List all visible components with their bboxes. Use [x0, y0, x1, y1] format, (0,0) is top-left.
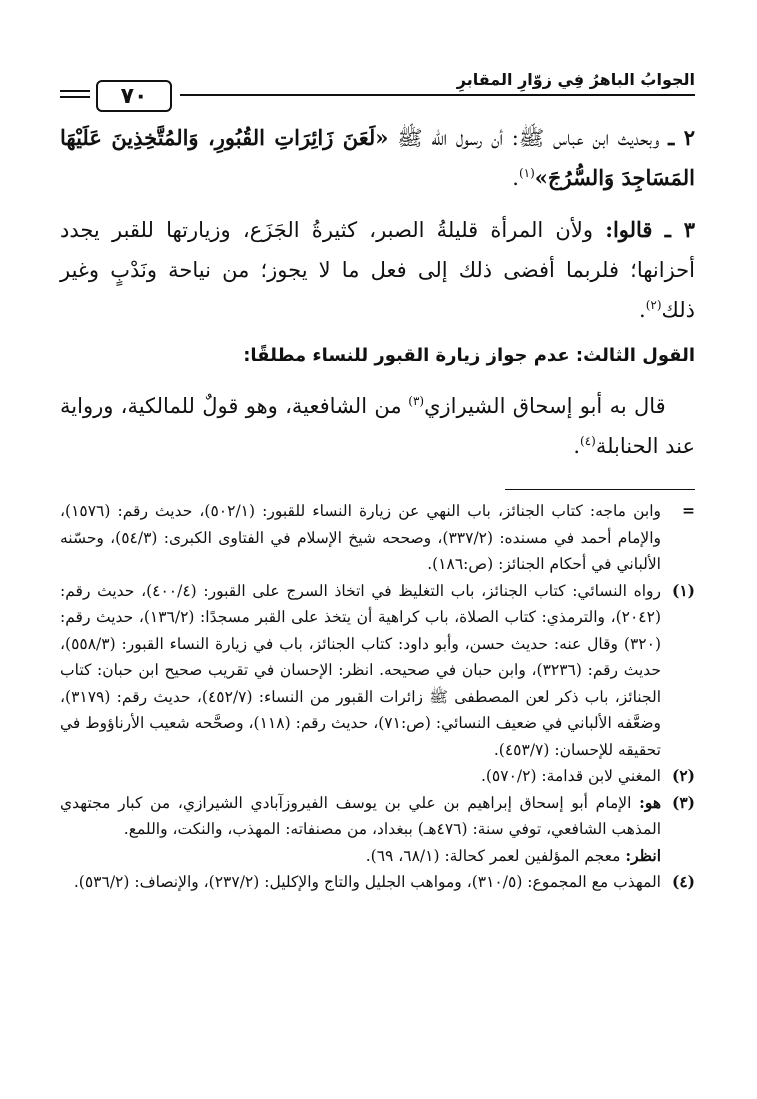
footnote-body: المغني لابن قدامة: (٥٧٠/٢).	[480, 767, 661, 785]
paragraph-2-end: .	[512, 166, 519, 190]
page-number-text: ٧٠	[120, 83, 148, 109]
paragraph-4	[60, 386, 695, 466]
footnote-text	[60, 790, 661, 843]
paragraph-2-text: وبحديث ابن عباس ﷺ: أن رسول الله ﷺ	[388, 126, 660, 150]
hadith-quote: «لَعَنَ زَائِرَاتِ القُبُورِ، وَالمُتَّخِذِينَ عَلَيْهَا المَسَاجِدَ وَالسُّرُجَ»	[60, 125, 695, 190]
footnote-body: وابن ماجه: كتاب الجنائز، باب النهي عن زيارة النساء للقبور: (٥٠٢/١)، حديث رقم: (١٥٧٦)، والإمام أحمد في مسنده: (٣٣٧/٢)، وصححه شيخ الإسلام في الفتاوى الكبرى: (٥٤/٣)، وحسّنه الألباني في أحكام الجنائز: (ص:١٨٦).	[60, 502, 662, 573]
footnote-continued	[60, 498, 695, 578]
paragraph-3	[60, 210, 695, 330]
running-title: الجوابُ الباهرُ فِي زوّارِ المقابرِ	[456, 70, 695, 89]
footnote-text	[60, 763, 661, 790]
paragraph-3-text: ولأن المرأة قليلةُ الصبر، كثيرةُ الجَزَع، وزيارتها للقبر يجدد أحزانها؛ فلربما أفضى ذلك إلى فعل ما لا يجوز؛ من نياحة ونَدْبٍ وغير ذلك	[60, 218, 695, 322]
section-heading: القول الثالث: عدم جواز زيارة القبور للنساء مطلقًا:	[243, 345, 695, 366]
paragraph-3-label: قالوا:	[605, 217, 653, 242]
footnote-mark	[661, 843, 695, 870]
page-number-dashes	[60, 90, 90, 102]
footnote-mark: (٤)	[671, 872, 695, 891]
footnotes	[60, 498, 695, 896]
paragraph-4-text-a: قال به أبو إسحاق الشيرازي	[424, 394, 666, 418]
footnote-body: الإمام أبو إسحاق إبراهيم بن علي بن يوسف الفيروزآبادي الشيرازي، من كبار مجتهدي المذهب الشافعي، توفي سنة: (٤٧٦هـ) ببغداد، من مصنفاته: المهذب، والنكت، واللمع.	[60, 793, 661, 838]
paragraph-2	[60, 118, 695, 198]
paragraph-3-end: .	[639, 298, 646, 322]
footnote-lead: هو:	[639, 792, 661, 812]
footnote-mark: (٢)	[671, 766, 695, 785]
footnote-text	[60, 843, 661, 870]
page-header	[60, 68, 695, 112]
footnote-ref-1: (١)	[518, 166, 535, 180]
paragraph-4-text-b: من الشافعية، وهو قولٌ للمالكية، ورواية عند الحنابلة	[60, 394, 695, 458]
page-number	[96, 80, 172, 112]
paragraph-2-number: ٢ ـ	[668, 125, 695, 150]
footnote-text	[60, 578, 661, 764]
footnote-body: المهذب مع المجموع: (٣١٠/٥)، ومواهب الجليل والتاج والإكليل: (٢٣٧/٢)، والإنصاف: (٥٣٦/٢).	[73, 873, 661, 891]
footnote-3	[60, 790, 695, 843]
footnote-mark: =	[682, 501, 695, 520]
footnote-ref-3: (٣)	[408, 394, 425, 408]
main-text	[60, 118, 695, 478]
footnote-text	[60, 869, 661, 896]
footnote-separator	[505, 489, 695, 490]
footnote-lead: انظر:	[625, 845, 661, 865]
footnote-mark: (٣)	[671, 792, 695, 812]
footnote-3-see	[60, 843, 695, 870]
footnote-mark: (١)	[671, 580, 695, 600]
footnote-ref-2: (٢)	[645, 298, 662, 312]
footnote-1	[60, 578, 695, 764]
footnote-ref-4: (٤)	[580, 434, 596, 448]
footnote-body: رواه النسائي: كتاب الجنائز، باب التغليظ في اتخاذ السرج على القبور: (٤٠٠/٤)، حديث رقم: (٢٠٤٢)، والترمذي: كتاب الصلاة، باب كراهية أن يتخذ على القبر مسجدًا: (١٣٦/٢)، حديث رقم: (٣٢٠) وقال عنه: حديث حسن، وأبو داود: كتاب الجنائز، باب في زيارة النساء القبور: (٥٥٨/٣)، حديث رقم: (٣٢٣٦)، وابن حبان في صحيحه. انظر: الإحسان في تقريب صحيح ابن حبان: كتاب الجنائز، باب ذكر لعن المصطفى ﷺ زائرات القبور من النساء: (٤٥٢/٧)، حديث رقم: (٣١٧٩)، وضعَّفه الألباني في ضعيف النسائي: (ص:٧١)، حديث رقم: (١١٨)، وصحَّحه شعيب الأرناؤوط في تحقيقه للإحسان: (٤٥٣/٧).	[60, 581, 662, 759]
paragraph-4-end: .	[573, 434, 581, 458]
footnote-2	[60, 763, 695, 790]
footnote-text	[60, 498, 661, 578]
footnote-4	[60, 869, 695, 896]
footnote-body: معجم المؤلفين لعمر كحالة: (٦٨/١، ٦٩).	[365, 846, 626, 865]
paragraph-3-number: ٣ ـ	[664, 217, 695, 242]
header-rule	[180, 94, 695, 96]
